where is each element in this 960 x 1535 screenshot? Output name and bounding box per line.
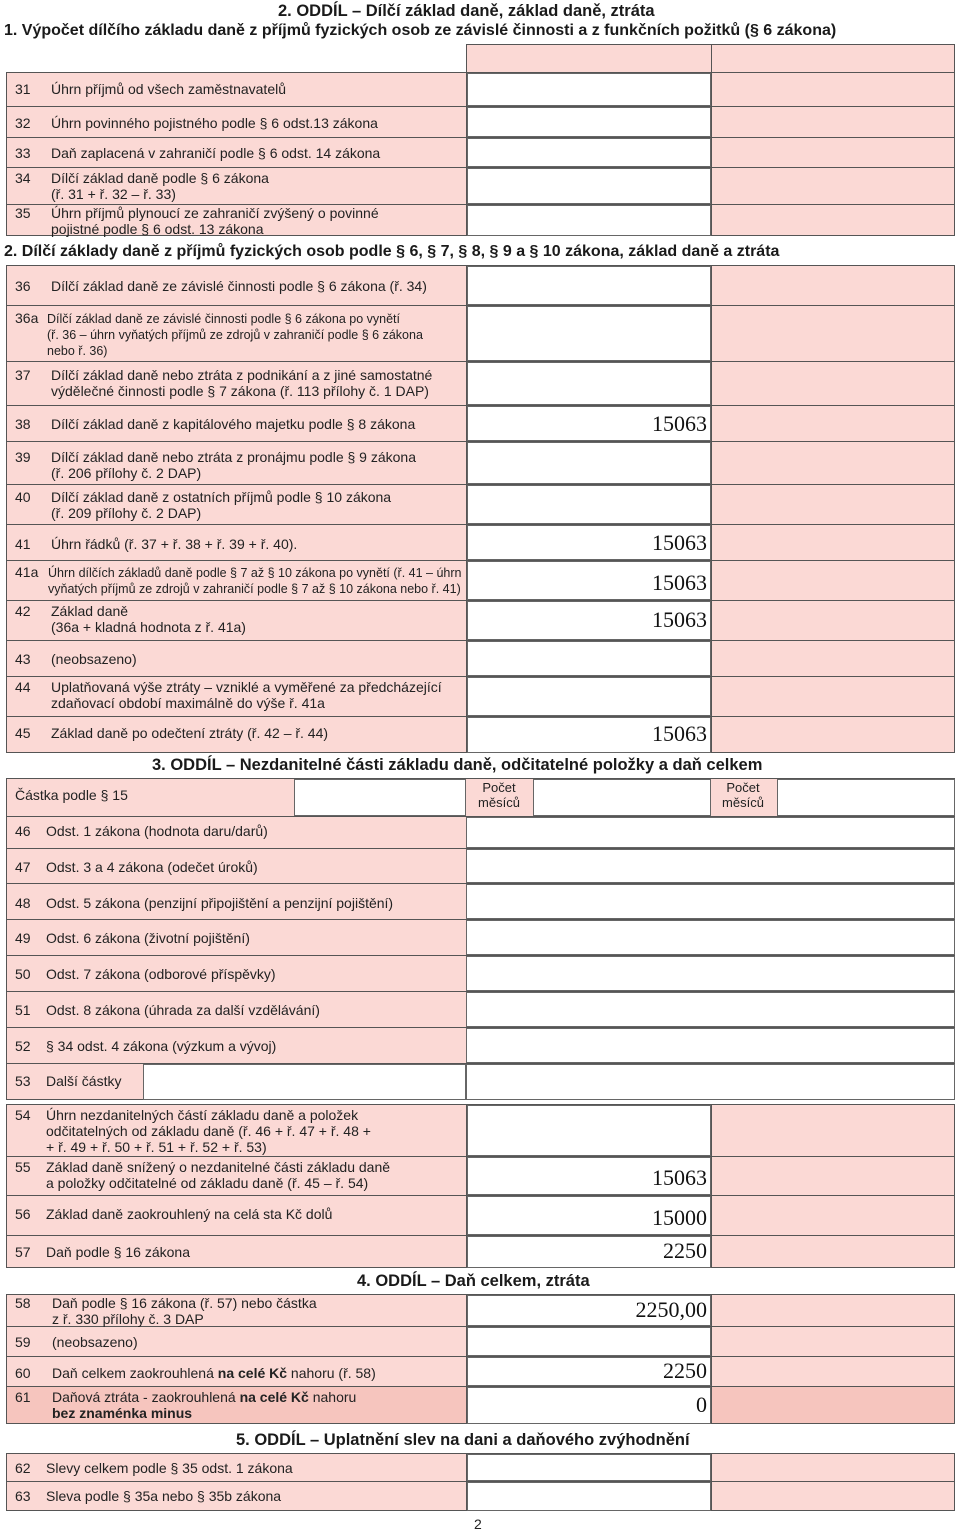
row41a-value: 15063 [652, 570, 707, 595]
row49-label: 49 Odst. 6 zákona (životní pojištění) [15, 930, 250, 946]
row48-input[interactable] [466, 884, 955, 919]
row50-input[interactable] [466, 956, 955, 991]
row56-value: 15000 [652, 1205, 707, 1230]
row43-label: 43 (neobsazeno) [15, 651, 137, 667]
row39-payer-input[interactable] [467, 442, 711, 484]
row32-payer-input[interactable] [467, 107, 711, 137]
months-header-1: Počet měsíců [478, 780, 520, 810]
row58-label: 58 Daň podle § 16 zákona (ř. 57) nebo částka z ř. 330 přílohy č. 3 DAP [15, 1295, 317, 1327]
row47-input[interactable] [466, 849, 955, 883]
row51-label: 51 Odst. 8 zákona (úhrada za další vzdělávání) [15, 1002, 320, 1018]
row32-label: 32 Úhrn povinného pojistného podle § 6 odst.13 zákona [15, 115, 378, 131]
row53-label: 53 Další částky [15, 1073, 122, 1089]
row62-label: 62 Slevy celkem podle § 35 odst. 1 zákona [15, 1460, 293, 1476]
row39-label: 39 Dílčí základ daně nebo ztráta z pronájmu podle § 9 zákona (ř. 206 přílohy č. 2 DAP) [15, 449, 417, 481]
row44-payer-input[interactable] [467, 677, 711, 716]
row60-label: 60 Daň celkem zaokrouhlená na celé Kč nahoru (ř. 58) [15, 1365, 376, 1381]
months-header-2: Počet měsíců [722, 780, 764, 810]
row34-payer-input[interactable] [467, 168, 711, 204]
row35-label: 35 Úhrn příjmů plynoucí ze zahraničí zvýšený o povinné pojistné podle § 6 odst. 13 zákona [15, 205, 379, 237]
row36a-payer-input[interactable] [467, 306, 711, 361]
row49-input[interactable] [466, 920, 955, 955]
page-number: 2 [474, 1516, 482, 1532]
row35-payer-input[interactable] [467, 205, 711, 236]
row57-label: 57 Daň podle § 16 zákona [15, 1244, 190, 1260]
amount-col3-header-box [777, 779, 955, 816]
row58-value: 2250,00 [635, 1297, 707, 1322]
row61-value: 0 [696, 1392, 707, 1417]
row63-label: 63 Sleva podle § 35a nebo § 35b zákona [15, 1488, 282, 1504]
row55-value: 15063 [652, 1165, 707, 1190]
row31-label: 31 Úhrn příjmů od všech zaměstnavatelů [15, 81, 286, 97]
row40-label: 40 Dílčí základ daně z ostatních příjmů podle § 10 zákona (ř. 209 přílohy č. 2 DAP) [15, 489, 392, 521]
row46-label: 46 Odst. 1 zákona (hodnota daru/darů) [15, 823, 268, 839]
row44-label: 44 Uplatňovaná výše ztráty – vzniklé a vyměřené za předcházející zdaňovací období maximálně do výše ř. 41a [15, 679, 442, 711]
part2-title: 2. Dílčí základy daně z příjmů fyzických osob podle § 6, § 7, § 8, § 9 a § 10 zákona, základ daně a ztráta [4, 243, 780, 260]
row43-payer-input[interactable] [467, 641, 711, 676]
row50-label: 50 Odst. 7 zákona (odborové příspěvky) [15, 966, 276, 982]
row42-value: 15063 [652, 607, 707, 632]
row45-value: 15063 [652, 721, 707, 746]
row41-value: 15063 [652, 530, 707, 555]
row54-payer-input[interactable] [467, 1105, 711, 1156]
row59-label: 59 (neobsazeno) [15, 1334, 138, 1350]
row37-payer-input[interactable] [467, 362, 711, 405]
row46-input[interactable] [466, 817, 955, 848]
row61-label: 61 Daňová ztráta - zaokrouhlená na celé Kč nahoru bez znaménka minus [15, 1389, 357, 1421]
row33-payer-input[interactable] [467, 138, 711, 167]
row56-label: 56 Základ daně zaokrouhlený na celá sta Kč dolů [15, 1206, 333, 1222]
row52-input[interactable] [466, 1028, 955, 1063]
row53-input[interactable] [466, 1064, 955, 1100]
row51-input[interactable] [466, 992, 955, 1027]
row34-label: 34 Dílčí základ daně podle § 6 zákona (ř. 31 + ř. 32 – ř. 33) [15, 170, 269, 202]
row52-label: 52 § 34 odst. 4 zákona (výzkum a vývoj) [15, 1038, 277, 1054]
row40-payer-input[interactable] [467, 485, 711, 524]
row48-label: 48 Odst. 5 zákona (penzijní připojištění a penzijní pojištění) [15, 895, 394, 911]
row63-payer-input[interactable] [467, 1482, 711, 1511]
row54-label: 54 Úhrn nezdanitelných částí základu daně a položek odčitatelných od základu daně (ř. 46 + ř. 47 + ř. 48 + + ř. 49 + ř. 50 + ř. 51 + ř. 52 + ř. 53) [15, 1107, 371, 1155]
row41a-label: 41a Úhrn dílčích základů daně podle § 7 až § 10 zákona po vynětí (ř. 41 – úhrn vyňatých příjmů ze zdrojů v zahraničí podle § 7 až § 10 zákona nebo ř. 41) [15, 564, 462, 596]
row31-payer-input[interactable] [467, 73, 711, 106]
row36-payer-input[interactable] [467, 266, 711, 305]
row55-label: 55 Základ daně snížený o nezdanitelné části základu daně a položky odčitatelné od základu daně (ř. 45 – ř. 54) [15, 1159, 391, 1191]
row53-text-input[interactable] [143, 1064, 466, 1100]
section2-title: 2. ODDÍL – Dílčí základ daně, základ daně, ztráta [278, 2, 655, 20]
row38-label: 38 Dílčí základ daně z kapitálového majetku podle § 8 zákona [15, 416, 416, 432]
row59-payer-input[interactable] [467, 1327, 711, 1356]
section5-title: 5. ODDÍL – Uplatnění slev na dani a daňového zvýhodnění [236, 1431, 690, 1449]
row38-value: 15063 [652, 411, 707, 436]
row57-value: 2250 [663, 1238, 707, 1263]
section3-title: 3. ODDÍL – Nezdanitelné části základu daně, odčitatelné položky a daň celkem [152, 756, 763, 774]
row36-label: 36 Dílčí základ daně ze závislé činnosti podle § 6 zákona (ř. 34) [15, 278, 427, 294]
row47-label: 47 Odst. 3 a 4 zákona (odečet úroků) [15, 859, 258, 875]
row41-label: 41 Úhrn řádků (ř. 37 + ř. 38 + ř. 39 + ř. 40). [15, 536, 298, 552]
row37-label: 37 Dílčí základ daně nebo ztráta z podnikání a z jiné samostatné výdělečné činnosti podle § 7 zákona (ř. 113 přílohy č. 1 DAP) [15, 367, 433, 399]
row42-label: 42 Základ daně (36a + kladná hodnota z ř. 41a) [15, 603, 246, 635]
row45-label: 45 Základ daně po odečtení ztráty (ř. 42 – ř. 44) [15, 725, 329, 741]
amount-col2-header-box [533, 779, 711, 816]
row60-value: 2250 [663, 1358, 707, 1383]
row62-payer-input[interactable] [467, 1454, 711, 1481]
part1-title: 1. Výpočet dílčího základu daně z příjmů fyzických osob ze závislé činnosti a z funkčních požitků (§ 6 zákona) [4, 22, 837, 39]
row33-label: 33 Daň zaplacená v zahraničí podle § 6 odst. 14 zákona [15, 145, 381, 161]
amount-header: Částka podle § 15 [15, 787, 128, 803]
row36a-label: 36a Dílčí základ daně ze závislé činnosti podle § 6 zákona po vynětí (ř. 36 – úhrn vyňatých příjmů ze zdrojů v zahraničí podle § 6 zákona nebo ř. 36) [15, 310, 423, 358]
amount-col1-header-box [294, 779, 466, 816]
section4-title: 4. ODDÍL – Daň celkem, ztráta [357, 1272, 590, 1290]
